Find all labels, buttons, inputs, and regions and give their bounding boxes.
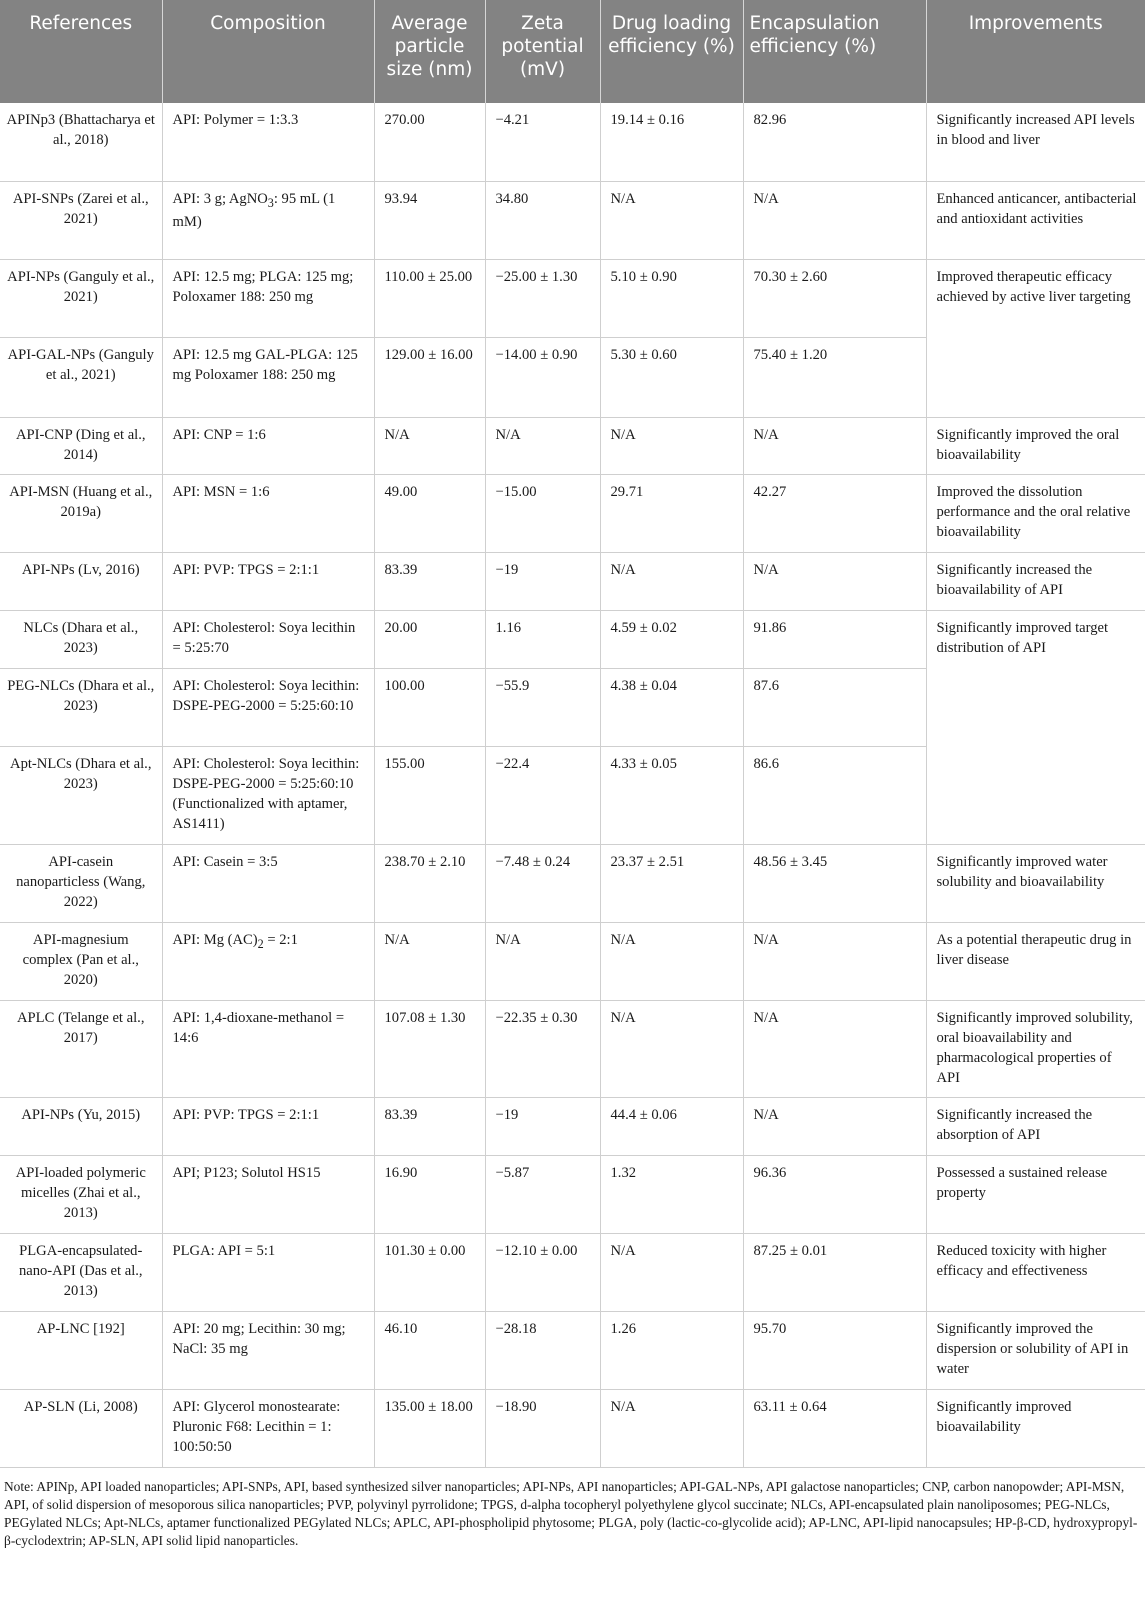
- cell-improvements: Significantly improved solubility, oral bioavailability and pharmacological properties of API: [926, 1000, 1145, 1097]
- cell-zeta-potential: −15.00: [485, 474, 600, 552]
- cell-encapsulation: 70.30 ± 2.60: [743, 259, 926, 337]
- cell-zeta-potential: −25.00 ± 1.30: [485, 259, 600, 337]
- header-references: References: [0, 0, 162, 103]
- cell-improvements: Significantly increased the absorption of API: [926, 1097, 1145, 1155]
- cell-drug-loading: 19.14 ± 0.16: [600, 103, 743, 181]
- cell-reference: API-GAL-NPs (Ganguly et al., 2021): [0, 337, 162, 417]
- cell-reference: PEG-NLCs (Dhara et al., 2023): [0, 668, 162, 746]
- table-row: [0, 259, 1145, 337]
- cell-drug-loading: N/A: [600, 1389, 743, 1467]
- cell-zeta-potential: −14.00 ± 0.90: [485, 337, 600, 417]
- cell-drug-loading: 23.37 ± 2.51: [600, 844, 743, 922]
- cell-particle-size: 83.39: [374, 552, 485, 610]
- table-row: [0, 1233, 1145, 1311]
- cell-reference: API-loaded polymeric micelles (Zhai et al., 2013): [0, 1155, 162, 1233]
- cell-encapsulation: N/A: [743, 922, 926, 1000]
- cell-encapsulation: 82.96: [743, 103, 926, 181]
- cell-encapsulation: 75.40 ± 1.20: [743, 337, 926, 417]
- cell-reference: AP-LNC [192]: [0, 1311, 162, 1389]
- cell-drug-loading: N/A: [600, 181, 743, 259]
- header-composition: Composition: [162, 0, 374, 103]
- header-improvements: Improvements: [926, 0, 1145, 103]
- cell-encapsulation: 95.70: [743, 1311, 926, 1389]
- table-row: [0, 1097, 1145, 1155]
- cell-zeta-potential: −7.48 ± 0.24: [485, 844, 600, 922]
- table-row: [0, 417, 1145, 474]
- cell-drug-loading: 29.71: [600, 474, 743, 552]
- cell-encapsulation: N/A: [743, 1000, 926, 1097]
- table-row: [0, 1389, 1145, 1467]
- cell-encapsulation: N/A: [743, 1097, 926, 1155]
- cell-encapsulation: 87.6: [743, 668, 926, 746]
- cell-composition: API: Cholesterol: Soya lecithin = 5:25:70: [162, 610, 374, 668]
- cell-improvements: Significantly increased the bioavailability of API: [926, 552, 1145, 610]
- cell-particle-size: 101.30 ± 0.00: [374, 1233, 485, 1311]
- cell-particle-size: 93.94: [374, 181, 485, 259]
- cell-particle-size: 129.00 ± 16.00: [374, 337, 485, 417]
- cell-drug-loading: 1.26: [600, 1311, 743, 1389]
- cell-improvements: Significantly improved the oral bioavailability: [926, 417, 1145, 474]
- cell-improvements: As a potential therapeutic drug in liver disease: [926, 922, 1145, 1000]
- cell-drug-loading: N/A: [600, 922, 743, 1000]
- cell-drug-loading: 5.10 ± 0.90: [600, 259, 743, 337]
- cell-reference: API-MSN (Huang et al., 2019a): [0, 474, 162, 552]
- cell-composition: API: PVP: TPGS = 2:1:1: [162, 1097, 374, 1155]
- cell-improvements: Significantly improved water solubility and bioavailability: [926, 844, 1145, 922]
- cell-composition: API: Glycerol monostearate: Pluronic F68: Lecithin = 1: 100:50:50: [162, 1389, 374, 1467]
- cell-drug-loading: N/A: [600, 1000, 743, 1097]
- cell-zeta-potential: −4.21: [485, 103, 600, 181]
- cell-reference: API-CNP (Ding et al., 2014): [0, 417, 162, 474]
- cell-particle-size: 135.00 ± 18.00: [374, 1389, 485, 1467]
- table-row: [0, 552, 1145, 610]
- cell-composition: API; P123; Solutol HS15: [162, 1155, 374, 1233]
- cell-reference: PLGA-encapsulated-nano-API (Das et al., 2013): [0, 1233, 162, 1311]
- cell-improvements: Significantly improved bioavailability: [926, 1389, 1145, 1467]
- cell-zeta-potential: N/A: [485, 417, 600, 474]
- cell-drug-loading: N/A: [600, 1233, 743, 1311]
- cell-particle-size: 155.00: [374, 746, 485, 844]
- header-zeta-potential: Zeta potential (mV): [485, 0, 600, 103]
- cell-reference: API-magnesium complex (Pan et al., 2020): [0, 922, 162, 1000]
- cell-particle-size: 270.00: [374, 103, 485, 181]
- cell-drug-loading: 1.32: [600, 1155, 743, 1233]
- cell-particle-size: N/A: [374, 922, 485, 1000]
- cell-improvements: Possessed a sustained release property: [926, 1155, 1145, 1233]
- cell-improvements: Significantly improved the dispersion or solubility of API in water: [926, 1311, 1145, 1389]
- cell-composition: API: Polymer = 1:3.3: [162, 103, 374, 181]
- cell-zeta-potential: −22.35 ± 0.30: [485, 1000, 600, 1097]
- header-drug-loading: Drug loading efficiency (%): [600, 0, 743, 103]
- cell-particle-size: 46.10: [374, 1311, 485, 1389]
- cell-composition: API: 20 mg; Lecithin: 30 mg; NaCl: 35 mg: [162, 1311, 374, 1389]
- cell-encapsulation: 96.36: [743, 1155, 926, 1233]
- table-row: [0, 1000, 1145, 1097]
- cell-encapsulation: 42.27: [743, 474, 926, 552]
- cell-composition: API: 12.5 mg GAL-PLGA: 125 mg Poloxamer 188: 250 mg: [162, 337, 374, 417]
- table-row: [0, 610, 1145, 668]
- cell-zeta-potential: −18.90: [485, 1389, 600, 1467]
- cell-zeta-potential: −55.9: [485, 668, 600, 746]
- cell-reference: APINp3 (Bhattacharya et al., 2018): [0, 103, 162, 181]
- cell-encapsulation: N/A: [743, 552, 926, 610]
- cell-composition: API: 1,4-dioxane-methanol = 14:6: [162, 1000, 374, 1097]
- cell-particle-size: N/A: [374, 417, 485, 474]
- cell-particle-size: 83.39: [374, 1097, 485, 1155]
- cell-encapsulation: N/A: [743, 181, 926, 259]
- cell-particle-size: 238.70 ± 2.10: [374, 844, 485, 922]
- table-row: [0, 181, 1145, 259]
- cell-reference: API-NPs (Ganguly et al., 2021): [0, 259, 162, 337]
- cell-encapsulation: 87.25 ± 0.01: [743, 1233, 926, 1311]
- cell-composition: PLGA: API = 5:1: [162, 1233, 374, 1311]
- cell-drug-loading: 4.59 ± 0.02: [600, 610, 743, 668]
- cell-improvements: Improved therapeutic efficacy achieved by active liver targeting: [926, 259, 1145, 417]
- cell-particle-size: 107.08 ± 1.30: [374, 1000, 485, 1097]
- cell-reference: API-NPs (Yu, 2015): [0, 1097, 162, 1155]
- cell-encapsulation: 63.11 ± 0.64: [743, 1389, 926, 1467]
- cell-reference: API-SNPs (Zarei et al., 2021): [0, 181, 162, 259]
- table-row: [0, 1311, 1145, 1389]
- cell-reference: API-casein nanoparticless (Wang, 2022): [0, 844, 162, 922]
- cell-zeta-potential: −5.87: [485, 1155, 600, 1233]
- cell-improvements: Significantly improved target distribution of API: [926, 610, 1145, 844]
- cell-improvements: Significantly increased API levels in blood and liver: [926, 103, 1145, 181]
- cell-zeta-potential: −22.4: [485, 746, 600, 844]
- table-note: Note: APINp, API loaded nanoparticles; API-SNPs, API, based synthesized silver nanoparticles; API-NPs, API nanoparticles; API-GAL-NPs, API galactose nanoparticles; CNP, carbon nanopowder; API-MSN, API, of solid dispersion of mesoporous silica nanoparticles; PVP, polyvinyl pyrrolidone; TPGS, d-alpha tocopheryl polyethylene glycol succinate; NLCs, API-encapsulated plain nanoliposomes; PEG-NLCs, PEGylated NLCs; Apt-NLCs, aptamer functionalized PEGylated NLCs; APLC, API-phospholipid phytosome; PLGA, poly (lactic-co-glycolide acid); AP-LNC, API-lipid nanocapsules; HP-β-CD, hydroxypropyl-β-cyclodextrin; AP-SLN, API solid lipid nanoparticles.: [4, 1478, 1138, 1549]
- cell-reference: AP-SLN (Li, 2008): [0, 1389, 162, 1467]
- cell-composition: API: Cholesterol: Soya lecithin: DSPE-PEG-2000 = 5:25:60:10 (Functionalized with aptamer, AS1411): [162, 746, 374, 844]
- cell-improvements: Enhanced anticancer, antibacterial and antioxidant activities: [926, 181, 1145, 259]
- cell-composition: API: PVP: TPGS = 2:1:1: [162, 552, 374, 610]
- table-row: [0, 103, 1145, 181]
- cell-particle-size: 100.00: [374, 668, 485, 746]
- cell-zeta-potential: N/A: [485, 922, 600, 1000]
- cell-encapsulation: N/A: [743, 417, 926, 474]
- cell-composition: API: 3 g; AgNO$_3$: 95 mL (1 mM): [162, 181, 374, 259]
- cell-reference: Apt-NLCs (Dhara et al., 2023): [0, 746, 162, 844]
- cell-composition: API: CNP = 1:6: [162, 417, 374, 474]
- table-row: [0, 474, 1145, 552]
- cell-encapsulation: 86.6: [743, 746, 926, 844]
- cell-composition: API: Casein = 3:5: [162, 844, 374, 922]
- cell-zeta-potential: 1.16: [485, 610, 600, 668]
- cell-particle-size: 110.00 ± 25.00: [374, 259, 485, 337]
- table-header: [0, 0, 1145, 103]
- cell-zeta-potential: 34.80: [485, 181, 600, 259]
- table-row: [0, 1155, 1145, 1233]
- cell-reference: NLCs (Dhara et al., 2023): [0, 610, 162, 668]
- cell-drug-loading: 44.4 ± 0.06: [600, 1097, 743, 1155]
- header-particle-size: Average particle size (nm): [374, 0, 485, 103]
- cell-particle-size: 49.00: [374, 474, 485, 552]
- cell-particle-size: 16.90: [374, 1155, 485, 1233]
- cell-zeta-potential: −19: [485, 1097, 600, 1155]
- cell-zeta-potential: −28.18: [485, 1311, 600, 1389]
- header-encapsulation: Encapsulation efficiency (%): [743, 0, 926, 103]
- table-body: [0, 103, 1145, 1467]
- cell-reference: APLC (Telange et al., 2017): [0, 1000, 162, 1097]
- cell-drug-loading: N/A: [600, 417, 743, 474]
- cell-encapsulation: 48.56 ± 3.45: [743, 844, 926, 922]
- cell-improvements: Improved the dissolution performance and the oral relative bioavailability: [926, 474, 1145, 552]
- cell-composition: API: 12.5 mg; PLGA: 125 mg; Poloxamer 188: 250 mg: [162, 259, 374, 337]
- cell-composition: API: Cholesterol: Soya lecithin: DSPE-PEG-2000 = 5:25:60:10: [162, 668, 374, 746]
- table-row: [0, 844, 1145, 922]
- cell-improvements: Reduced toxicity with higher efficacy and effectiveness: [926, 1233, 1145, 1311]
- cell-zeta-potential: −19: [485, 552, 600, 610]
- cell-drug-loading: 4.33 ± 0.05: [600, 746, 743, 844]
- cell-composition: API: Mg $(AC)_2$ = 2:1: [162, 922, 374, 1000]
- cell-drug-loading: 5.30 ± 0.60: [600, 337, 743, 417]
- cell-composition: API: MSN = 1:6: [162, 474, 374, 552]
- cell-encapsulation: 91.86: [743, 610, 926, 668]
- cell-drug-loading: 4.38 ± 0.04: [600, 668, 743, 746]
- cell-reference: API-NPs (Lv, 2016): [0, 552, 162, 610]
- table-row: [0, 922, 1145, 1000]
- cell-zeta-potential: −12.10 ± 0.00: [485, 1233, 600, 1311]
- cell-drug-loading: N/A: [600, 552, 743, 610]
- cell-particle-size: 20.00: [374, 610, 485, 668]
